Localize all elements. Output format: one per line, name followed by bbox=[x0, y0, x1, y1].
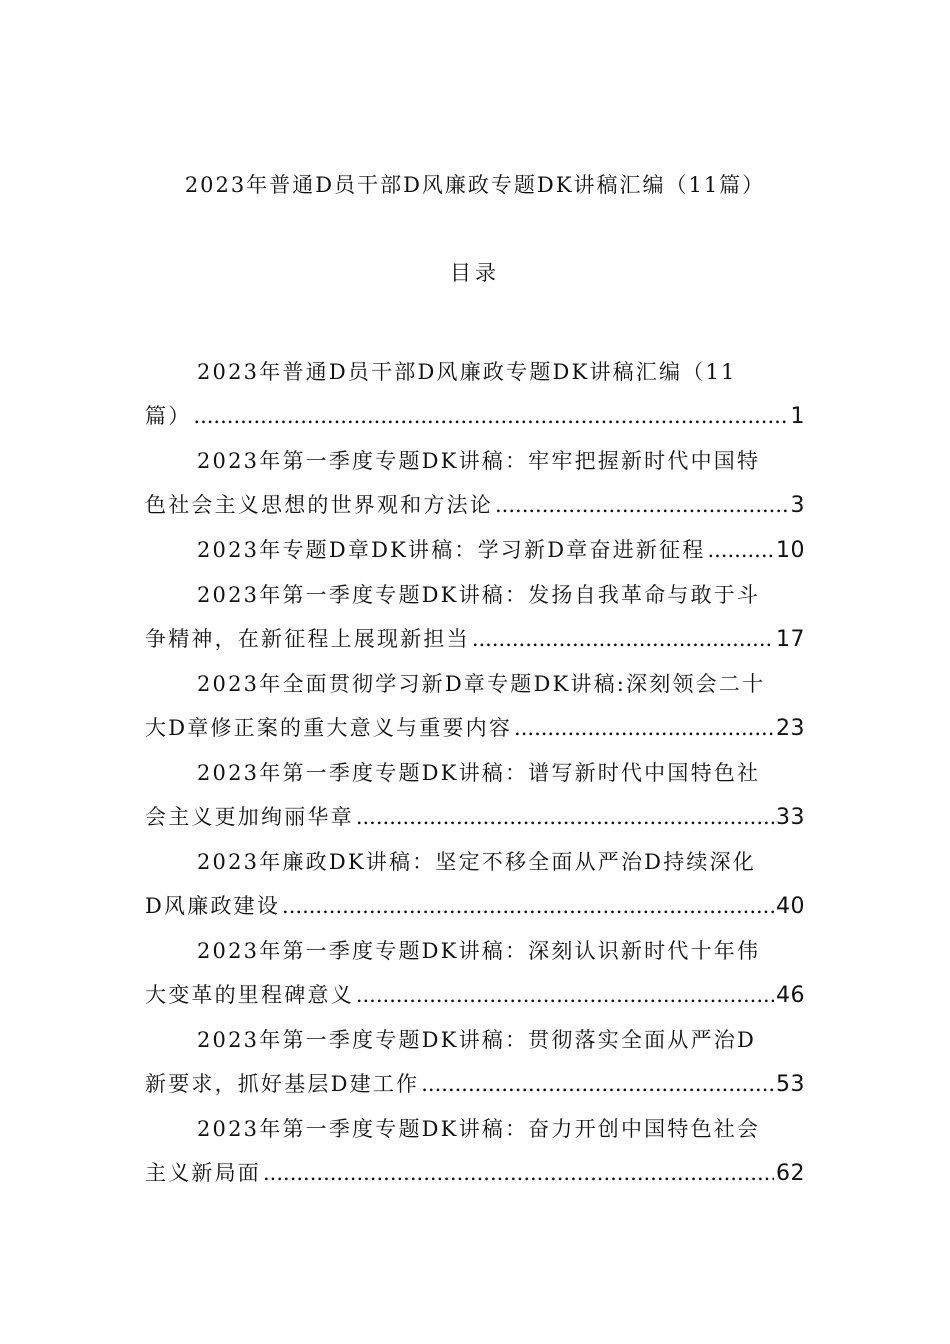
toc-entry-title-line2: 会主义更加绚丽华章 bbox=[145, 805, 354, 829]
toc-page-number: 3 bbox=[790, 493, 805, 518]
dot-leader bbox=[421, 1062, 774, 1107]
toc-entry-title-line1: 2023年廉政DK讲稿：坚定不移全面从严治D持续深化 bbox=[197, 850, 757, 874]
toc-entry-line bbox=[145, 617, 805, 662]
table-of-contents bbox=[145, 350, 805, 1196]
toc-entry-line bbox=[145, 528, 805, 573]
document-title: 2023年普通D员干部D风廉政专题DK讲稿汇编（11篇） bbox=[184, 173, 766, 197]
dot-leader bbox=[282, 884, 774, 929]
toc-entry-line bbox=[145, 973, 805, 1018]
toc-entry[interactable] bbox=[145, 528, 805, 573]
dot-leader bbox=[356, 795, 774, 840]
dot-leader bbox=[707, 528, 774, 573]
toc-entry[interactable] bbox=[145, 439, 805, 528]
toc-entry-title-line2: 2023年专题D章DK讲稿：学习新D章奋进新征程 bbox=[197, 538, 706, 562]
toc-entry-line bbox=[145, 884, 805, 929]
toc-page-number: 62 bbox=[776, 1161, 805, 1186]
toc-entry-title-line1: 2023年全面贯彻学习新D章专题DK讲稿:深刻领会二十 bbox=[197, 672, 766, 696]
toc-page-number: 23 bbox=[776, 716, 805, 741]
dot-leader bbox=[356, 973, 774, 1018]
toc-page-number: 40 bbox=[776, 894, 805, 919]
toc-entry-title-line2: 新要求，抓好基层D建工作 bbox=[145, 1072, 420, 1096]
toc-entry-title-line1: 2023年第一季度专题DK讲稿：谱写新时代中国特色社 bbox=[197, 761, 761, 785]
toc-entry-line bbox=[145, 394, 805, 439]
toc-entry-title-line1: 2023年第一季度专题DK讲稿：奋力开创中国特色社会 bbox=[197, 1117, 761, 1141]
toc-entry[interactable] bbox=[145, 662, 805, 751]
toc-entry-title-line2: 色社会主义思想的世界观和方法论 bbox=[145, 493, 493, 517]
toc-entry-title-line2: 篇） bbox=[145, 404, 192, 428]
toc-entry-title-line2: 大D章修正案的重大意义与重要内容 bbox=[145, 716, 513, 740]
dot-leader bbox=[263, 1151, 774, 1196]
toc-entry-title-line1: 2023年普通D员干部D风廉政专题DK讲稿汇编（11 bbox=[197, 360, 737, 384]
toc-entry[interactable] bbox=[145, 1107, 805, 1196]
toc-entry[interactable] bbox=[145, 350, 805, 439]
toc-entry-title-line2: 主义新局面 bbox=[145, 1161, 261, 1185]
toc-page-number: 10 bbox=[776, 538, 805, 563]
toc-entry[interactable] bbox=[145, 751, 805, 840]
toc-entry-line bbox=[145, 706, 805, 751]
toc-page-number: 33 bbox=[776, 805, 805, 830]
toc-entry-line bbox=[145, 1062, 805, 1107]
toc-entry[interactable] bbox=[145, 1018, 805, 1107]
dot-leader bbox=[193, 394, 788, 439]
toc-entry-title-line1: 2023年第一季度专题DK讲稿：深刻认识新时代十年伟 bbox=[197, 939, 761, 963]
toc-entry-title-line2: 争精神，在新征程上展现新担当 bbox=[145, 627, 470, 651]
dot-leader bbox=[514, 706, 774, 751]
toc-page-number: 17 bbox=[776, 627, 805, 652]
toc-entry-line bbox=[145, 483, 805, 528]
toc-heading: 目录 bbox=[450, 261, 500, 285]
toc-entry-title-line1: 2023年第一季度专题DK讲稿：发扬自我革命与敢于斗 bbox=[197, 583, 761, 607]
toc-page-number: 53 bbox=[776, 1072, 805, 1097]
toc-entry-line bbox=[145, 1151, 805, 1196]
toc-page-number: 46 bbox=[776, 983, 805, 1008]
toc-entry[interactable] bbox=[145, 573, 805, 662]
toc-entry-title-line2: 大变革的里程碑意义 bbox=[145, 983, 354, 1007]
toc-entry-line bbox=[145, 795, 805, 840]
toc-entry-title-line2: D风廉政建设 bbox=[145, 894, 281, 918]
dot-leader bbox=[472, 617, 774, 662]
toc-entry-title-line1: 2023年第一季度专题DK讲稿：牢牢把握新时代中国特 bbox=[197, 449, 761, 473]
toc-entry[interactable] bbox=[145, 929, 805, 1018]
toc-entry[interactable] bbox=[145, 840, 805, 929]
toc-entry-title-line1: 2023年第一季度专题DK讲稿：贯彻落实全面从严治D bbox=[197, 1028, 757, 1052]
dot-leader bbox=[495, 483, 789, 528]
toc-page-number: 1 bbox=[790, 404, 805, 429]
